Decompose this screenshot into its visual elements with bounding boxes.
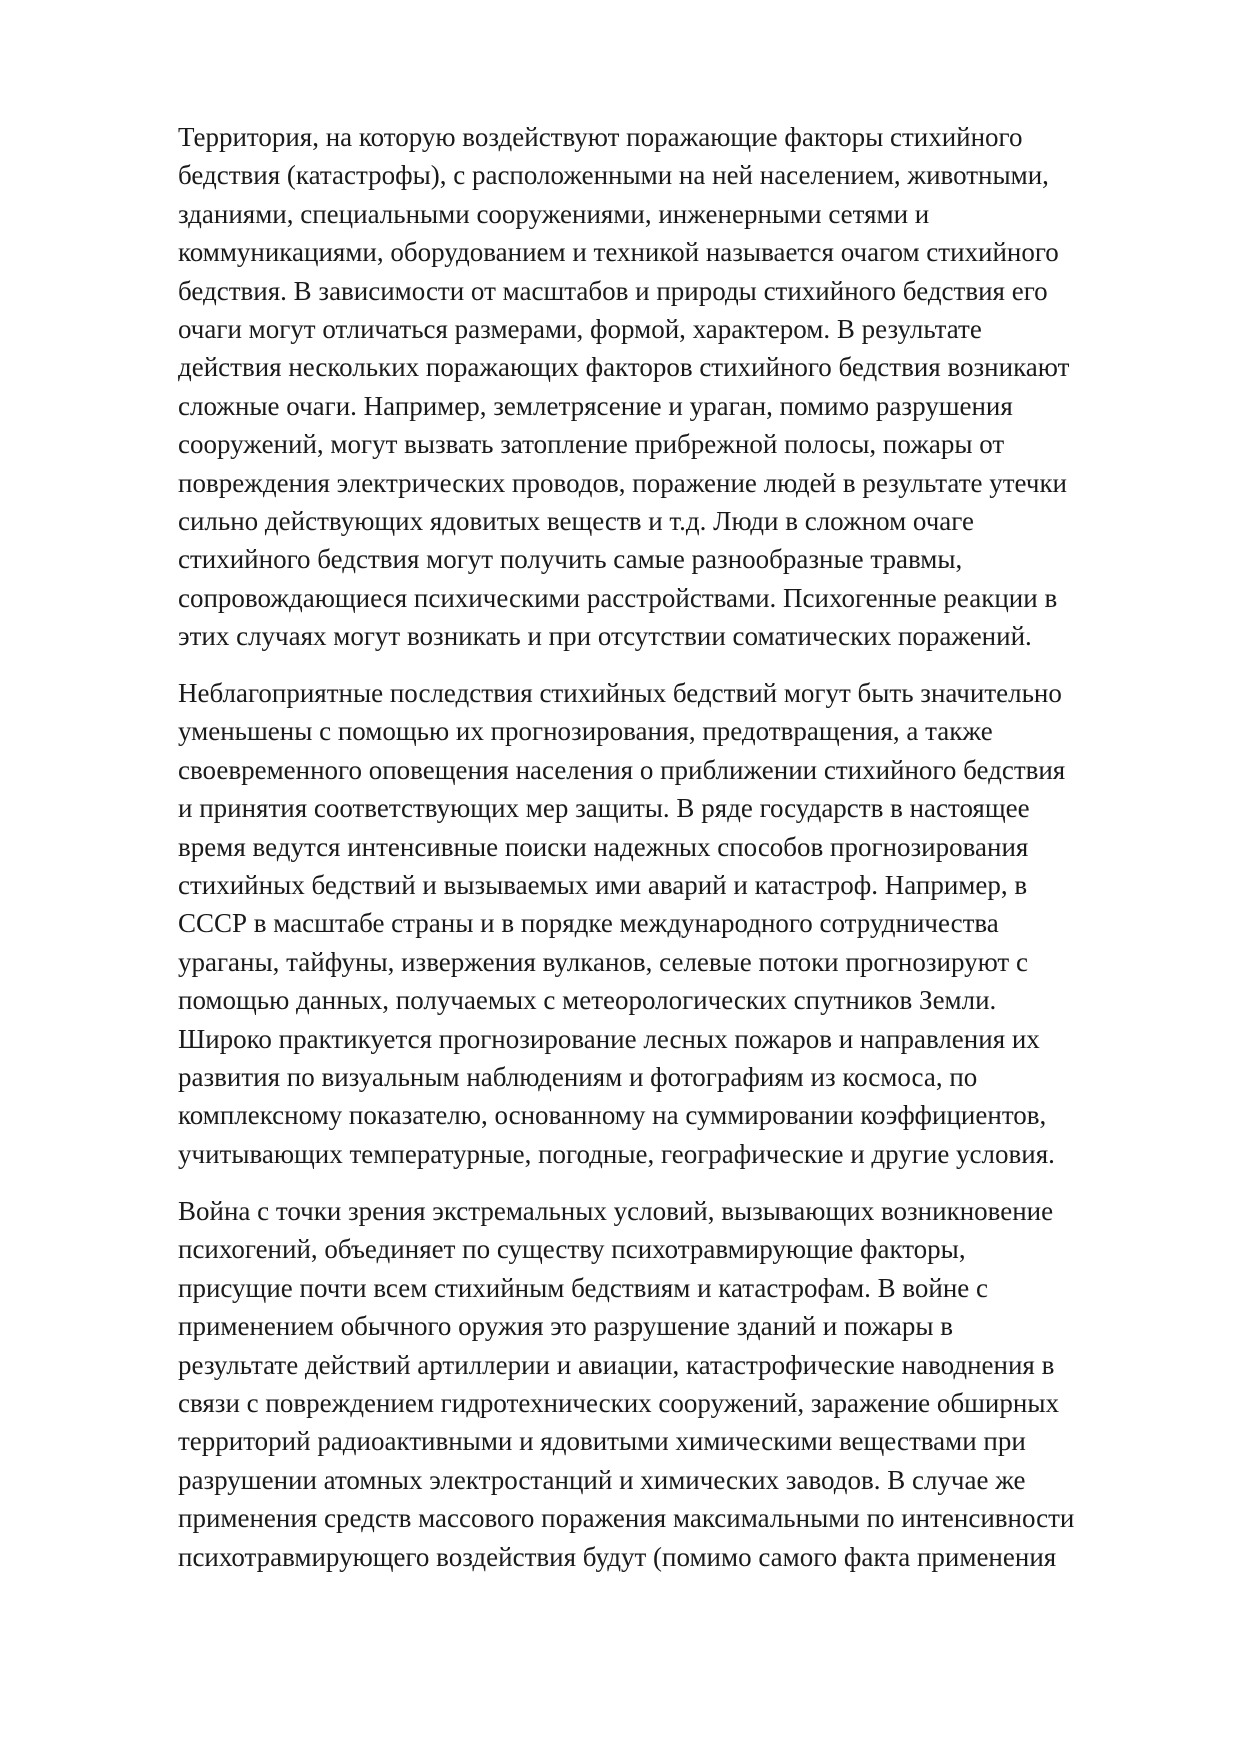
- text-line: стихийного бедствия могут получить самые разнообразные травмы,: [178, 544, 963, 575]
- text-line: применением обычного оружия это разрушение зданий и пожары в: [178, 1311, 953, 1342]
- text-line: помощью данных, получаемых с метеорологических спутников Земли.: [178, 985, 997, 1016]
- text-line: развития по визуальным наблюдениям и фотографиям из космоса, по: [178, 1061, 978, 1092]
- text-line: сильно действующих ядовитых веществ и т.д. Люди в сложном очаге: [178, 505, 974, 536]
- text-line: применения средств массового поражения максимальными по интенсивности: [178, 1503, 1075, 1534]
- text-line: бедствия. В зависимости от масштабов и природы стихийного бедствия его: [178, 275, 1048, 306]
- text-line: очаги могут отличаться размерами, формой, характером. В результате: [178, 313, 982, 344]
- text-line: учитывающих температурные, погодные, географические и другие условия.: [178, 1138, 1055, 1169]
- text-line: СССР в масштабе страны и в порядке международного сотрудничества: [178, 908, 999, 939]
- text-line: этих случаях могут возникать и при отсутствии соматических поражений.: [178, 621, 1032, 652]
- text-line: сложные очаги. Например, землетрясение и ураган, помимо разрушения: [178, 390, 1013, 421]
- text-line: действия нескольких поражающих факторов стихийного бедствия возникают: [178, 352, 1070, 383]
- text-line: сооружений, могут вызвать затопление прибрежной полосы, пожары от: [178, 429, 1005, 460]
- text-line: территорий радиоактивными и ядовитыми химическими веществами при: [178, 1426, 1026, 1457]
- text-line: результате действий артиллерии и авиации, катастрофические наводнения в: [178, 1349, 1055, 1380]
- text-line: бедствия (катастрофы), с расположенными на ней населением, животными,: [178, 160, 1049, 191]
- text-line: присущие почти всем стихийным бедствиям и катастрофам. В войне с: [178, 1272, 989, 1303]
- text-line: и принятия соответствующих мер защиты. В ряде государств в настоящее: [178, 793, 1030, 824]
- text-line: разрушении атомных электростанций и химических заводов. В случае же: [178, 1464, 1026, 1495]
- text-line: сопровождающиеся психическими расстройствами. Психогенные реакции в: [178, 582, 1058, 613]
- text-line: своевременного оповещения населения о приближении стихийного бедствия: [178, 754, 1066, 785]
- text-line: Война с точки зрения экстремальных условий, вызывающих возникновение: [178, 1196, 1054, 1226]
- text-line: стихийных бедствий и вызываемых ими аварий и катастроф. Например, в: [178, 869, 1028, 900]
- text-line: уменьшены с помощью их прогнозирования, предотвращения, а также: [178, 716, 993, 747]
- text-line: коммуникациями, оборудованием и техникой называется очагом стихийного: [178, 237, 1059, 268]
- paragraph-3: [178, 1192, 1158, 1576]
- paragraph-2: [178, 674, 1158, 1173]
- text-line: психотравмирующего воздействия будут (помимо самого факта применения: [178, 1541, 1057, 1572]
- text-line: зданиями, специальными сооружениями, инженерными сетями и: [178, 198, 930, 229]
- text-line: повреждения электрических проводов, поражение людей в результате утечки: [178, 467, 1068, 498]
- text-line: Широко практикуется прогнозирование лесных пожаров и направления их: [178, 1023, 1040, 1054]
- text-line: связи с повреждением гидротехнических сооружений, заражение обширных: [178, 1387, 1059, 1418]
- text-line: Неблагоприятные последствия стихийных бедствий могут быть значительно: [178, 678, 1062, 708]
- text-line: время ведутся интенсивные поиски надежных способов прогнозирования: [178, 831, 1029, 862]
- text-line: психогений, объединяет по существу психотравмирующие факторы,: [178, 1234, 966, 1265]
- text-line: комплексному показателю, основанному на суммировании коэффициентов,: [178, 1100, 1047, 1131]
- text-line: ураганы, тайфуны, извержения вулканов, селевые потоки прогнозируют с: [178, 946, 1028, 977]
- text-line: Территория, на которую воздействуют поражающие факторы стихийного: [178, 122, 1023, 152]
- paragraph-1: [178, 118, 1158, 655]
